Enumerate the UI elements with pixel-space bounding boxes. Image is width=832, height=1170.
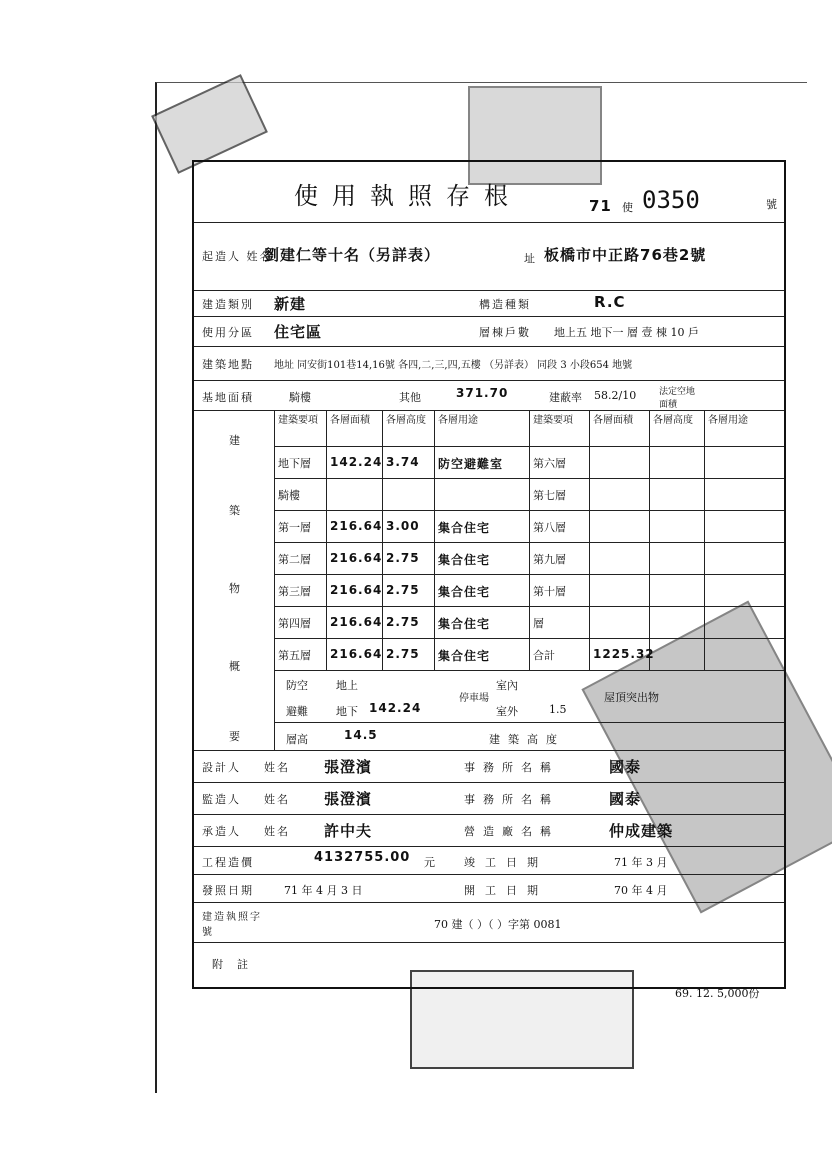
issue-label: 發照日期 — [202, 884, 254, 897]
side-label: 物 — [229, 582, 240, 595]
height-label: 層高 — [286, 733, 308, 746]
civil-defense-ground: 地上 — [336, 679, 358, 692]
table-cell: 騎樓 — [278, 489, 300, 502]
parking-outdoor-value: 1.5 — [549, 703, 567, 716]
side-label: 築 — [229, 504, 240, 517]
table-header-cell: 建築要項 — [278, 415, 318, 426]
people-section — [194, 750, 784, 846]
area-item: 58.2/10 — [594, 389, 637, 402]
number-middle: 使 — [622, 201, 633, 214]
parking-outdoor: 室外 — [496, 705, 518, 718]
build-type-value: 新建 — [274, 295, 307, 313]
print-info: 69. 12. 5,000份 — [675, 987, 760, 1000]
side-label: 建 — [229, 434, 240, 447]
person-name: 張澄濱 — [324, 790, 373, 808]
person-name: 許中夫 — [324, 822, 373, 840]
table-cell: 防空避難室 — [438, 457, 504, 471]
person-office: 仲成建築 — [609, 822, 674, 840]
cost-row — [194, 846, 784, 875]
table-header-cell: 各層高度 — [386, 415, 426, 426]
person-role: 承造人 — [202, 825, 241, 838]
builder-row — [194, 222, 784, 291]
table-cell: 1225.32 — [593, 647, 655, 661]
structure-value: R.C — [594, 293, 626, 311]
table-cell: 216.64 — [330, 551, 383, 565]
area-item: 法定空地面積 — [659, 387, 696, 410]
person-name-label: 姓名 — [264, 761, 290, 774]
table-header-cell: 各層面積 — [330, 415, 370, 426]
person-role: 監造人 — [202, 793, 241, 806]
site-value: 地址 同安街101巷14,16號 各四,二,三,四,五樓 （另詳表） 同段 3 小段654 地號 — [274, 360, 633, 371]
cost-value: 4132755.00 — [314, 850, 411, 865]
person-office-label: 事務所名稱 — [464, 761, 559, 774]
table-row — [274, 542, 784, 575]
title-row — [194, 162, 784, 223]
table-cell: 集合住宅 — [438, 553, 491, 567]
table-cell: 集合住宅 — [438, 585, 491, 599]
address-label: 址 — [524, 252, 535, 265]
table-cell: 216.64 — [330, 583, 383, 597]
start-value: 70 年 4 月 — [614, 884, 668, 897]
table-cell: 2.75 — [386, 551, 420, 565]
table-cell: 142.24 — [330, 455, 383, 469]
cost-label: 工程造價 — [202, 856, 254, 869]
permit-form — [192, 160, 786, 989]
person-name-label: 姓名 — [264, 825, 290, 838]
area-item: 騎樓 — [289, 391, 311, 404]
issue-value: 71 年 4 月 3 日 — [284, 884, 363, 897]
number-prefix: 71 — [589, 197, 612, 215]
table-header-cell: 各層用途 — [708, 415, 748, 426]
table-cell: 第七層 — [533, 489, 566, 502]
use-zone-value: 住宅區 — [274, 323, 323, 341]
site-row — [194, 346, 784, 381]
side-label: 概 — [229, 660, 240, 673]
person-office-label: 營造廠名稱 — [464, 825, 559, 838]
table-cell: 2.75 — [386, 583, 420, 597]
start-label: 開工日期 — [464, 884, 548, 897]
table-row — [274, 446, 784, 479]
table-cell: 第八層 — [533, 521, 566, 534]
evac-area: 142.24 — [369, 701, 422, 715]
table-row — [274, 574, 784, 607]
table-cell: 2.75 — [386, 615, 420, 629]
table-header-cell: 建築要項 — [533, 415, 573, 426]
site-label: 建築地點 — [202, 358, 254, 371]
table-cell: 第四層 — [278, 617, 311, 630]
remarks-label: 附註 — [212, 958, 262, 971]
table-header-cell: 各層高度 — [653, 415, 693, 426]
table-cell: 地下層 — [278, 457, 311, 470]
area-item: 371.70 — [456, 386, 509, 400]
issue-row — [194, 874, 784, 903]
address-value: 板橋市中正路76巷2號 — [544, 246, 707, 264]
table-cell: 3.00 — [386, 519, 420, 533]
evac-label: 避難 — [286, 705, 308, 718]
table-cell: 216.64 — [330, 519, 383, 533]
remarks-row — [194, 942, 784, 987]
number-suffix: 號 — [766, 198, 777, 211]
height-row — [274, 722, 784, 751]
table-cell: 集合住宅 — [438, 649, 491, 663]
table-cell: 第九層 — [533, 553, 566, 566]
table-cell: 第五層 — [278, 649, 311, 662]
table-cell: 216.64 — [330, 647, 383, 661]
area-item: 其他 — [399, 391, 421, 404]
table-cell: 第二層 — [278, 553, 311, 566]
table-row — [274, 510, 784, 543]
table-cell: 第一層 — [278, 521, 311, 534]
permit-value: 70 建（ ）（ ）字第 0081 — [434, 918, 562, 931]
area-item: 建蔽率 — [549, 391, 582, 404]
parking-label: 停車場 — [459, 693, 489, 704]
table-row — [274, 638, 784, 670]
floor-table — [194, 410, 784, 751]
table-header — [274, 410, 784, 447]
table-header-cell: 各層面積 — [593, 415, 633, 426]
person-row — [194, 750, 784, 783]
civil-defense-label: 防空 — [286, 679, 308, 692]
permit-label: 建造執照字號 — [202, 912, 262, 938]
structure-label: 構造種類 — [479, 298, 531, 311]
builder-label: 起造人 姓名 — [202, 250, 273, 263]
area-row — [194, 380, 784, 411]
floors-value: 地上五 地下一 層 壹 棟 10 戶 — [554, 326, 699, 339]
table-cell: 集合住宅 — [438, 521, 491, 535]
form-title: 使用執照存根 — [294, 182, 522, 210]
table-cell: 層 — [533, 617, 544, 630]
building-height-label: 建築高度 — [489, 733, 565, 746]
completion-value: 71 年 3 月 — [614, 856, 668, 869]
table-row — [274, 606, 784, 639]
person-name: 張澄濱 — [324, 758, 373, 776]
defense-row — [274, 670, 784, 723]
table-cell: 第六層 — [533, 457, 566, 470]
build-type-label: 建造類別 — [202, 298, 254, 311]
table-row — [274, 478, 784, 511]
height-value: 14.5 — [344, 728, 378, 742]
table-cell: 第三層 — [278, 585, 311, 598]
use-zone-label: 使用分區 — [202, 326, 254, 339]
cost-unit: 元 — [424, 856, 435, 869]
person-role: 設計人 — [202, 761, 241, 774]
person-row — [194, 814, 784, 847]
table-cell: 集合住宅 — [438, 617, 491, 631]
roof-label: 屋頂突出物 — [604, 691, 659, 704]
evac-underground: 地下 — [336, 705, 358, 718]
table-body — [274, 446, 784, 670]
build-type-row — [194, 290, 784, 317]
parking-indoor: 室內 — [496, 679, 518, 692]
person-row — [194, 782, 784, 815]
use-zone-row — [194, 316, 784, 347]
table-cell: 216.64 — [330, 615, 383, 629]
person-office-label: 事務所名稱 — [464, 793, 559, 806]
builder-value: 劉建仁等十名（另詳表） — [264, 246, 441, 264]
table-header-cell: 各層用途 — [438, 415, 478, 426]
permit-number: 0350 — [642, 186, 700, 214]
table-cell: 合計 — [533, 649, 555, 662]
side-label: 要 — [229, 730, 240, 743]
area-label: 基地面積 — [202, 391, 254, 404]
person-name-label: 姓名 — [264, 793, 290, 806]
person-office: 國泰 — [609, 758, 642, 776]
completion-label: 竣工日期 — [464, 856, 548, 869]
table-cell: 2.75 — [386, 647, 420, 661]
floors-label: 層棟戶數 — [479, 326, 531, 339]
table-cell: 3.74 — [386, 455, 420, 469]
person-office: 國泰 — [609, 790, 642, 808]
table-cell: 第十層 — [533, 585, 566, 598]
permit-row — [194, 902, 784, 943]
